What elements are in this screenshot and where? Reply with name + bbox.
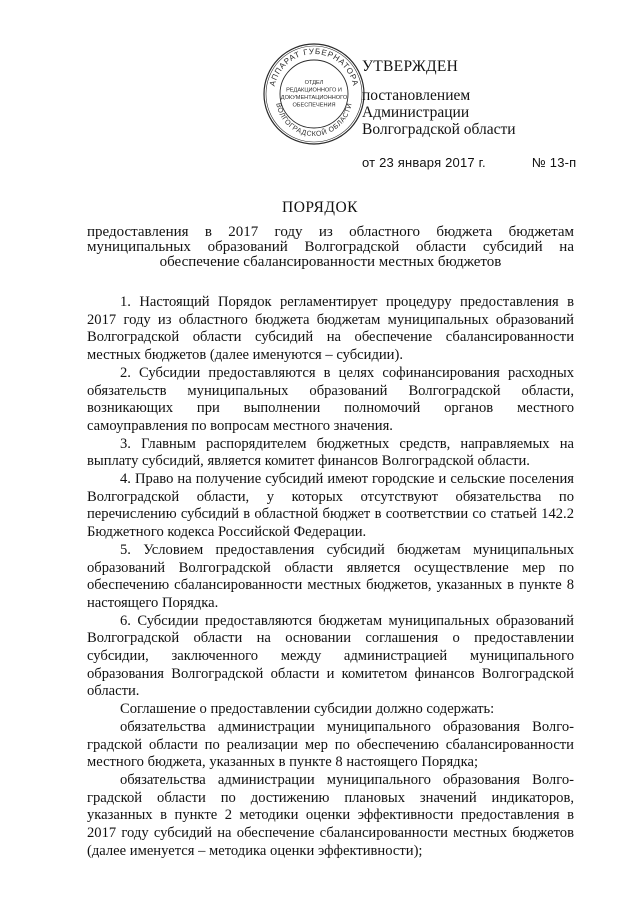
svg-text:ДОКУМЕНТАЦИОННОГО: ДОКУМЕНТАЦИОННОГО (280, 95, 348, 101)
paragraph-7: Соглашение о предоставлении субсидии должно содержать: (120, 701, 495, 718)
svg-text:ОТДЕЛ: ОТДЕЛ (304, 80, 324, 86)
paragraph-8: обязательства администрации муниципального образования Волго-градской области по реализации мер по обеспечению сбалансированности местного бюджета, указанных в пункте 8 настоящего Порядка; (87, 718, 574, 771)
approval-title: УТВЕРЖДЕН (362, 58, 459, 75)
approval-number: № 13-п (531, 155, 577, 170)
paragraph-6: 6. Субсидии предоставляются бюджетам муниципальных образований Волгоградской области на основании соглашения о предоставлении субсидии, заключенного между администрацией муниципального образования Волгоградской области и комитетом финансов Волгоградской области. (87, 612, 574, 700)
paragraph-3: 3. Главным распорядителем бюджетных средств, направляемых на выплату субсидий, является комитет финансов Волгоградской области. (87, 435, 574, 470)
paragraph-4: 4. Право на получение субсидий имеют городские и сельские поселения Волгоградской области, у которых отсутствуют обязательства по перечислению субсидий в областной бюджет в соответствии со статьей 142.2 Бюджетного кодекса Российской Федерации. (87, 471, 574, 541)
approval-line-2: Администрации (362, 104, 470, 121)
svg-text:ВОЛГОГРАДСКОЙ ОБЛАСТИ: ВОЛГОГРАДСКОЙ ОБЛАСТИ (274, 102, 354, 139)
paragraph-5: 5. Условием предоставления субсидий бюджетам муниципальных образований Волгоградской области является осуществление мер по обеспечению сбалансированности местных бюджетов, указанных в пункте 8 настоящего Порядка. (87, 541, 574, 611)
document-title: ПОРЯДОК (282, 199, 358, 216)
svg-text:АППАРАТ ГУБЕРНАТОРА: АППАРАТ ГУБЕРНАТОРА (267, 46, 361, 88)
approval-block (362, 58, 576, 171)
paragraph-9: обязательства администрации муниципального образования Волго-градской области по достижению плановых значений индикаторов, указанных в пункте 2 методики оценки эффективности предоставления в 2017 году субсидий на обеспечение сбалансированности местных бюджетов (далее именуется – методика оценки эффективности); (87, 771, 574, 859)
approval-date: от 23 января 2017 г. (362, 155, 486, 170)
approval-line-3: Волгоградской области (362, 121, 516, 138)
svg-text:РЕДАКЦИОННОГО И: РЕДАКЦИОННОГО И (286, 87, 342, 94)
official-stamp (262, 42, 366, 146)
document-body (87, 294, 574, 861)
approval-line-1: постановлением (362, 87, 471, 104)
paragraph-1: 1. Настоящий Порядок регламентирует процедуру предоставления в 2017 году из областного бюджета бюджетам муниципальных образований Волгоградской области субсидий на обеспечение сбалансированности местных бюджетов (далее именуются – субсидии). (87, 294, 574, 364)
approval-date-line (362, 154, 576, 171)
svg-text:ОБЕСПЕЧЕНИЯ: ОБЕСПЕЧЕНИЯ (292, 102, 336, 109)
document-subtitle: предоставления в 2017 году из областного бюджета бюджетам муниципальных образований Волгоградской области субсидий на обеспечение сбалансированности местных бюджетов (87, 224, 574, 270)
paragraph-2: 2. Субсидии предоставляются в целях софинансирования расходных обязательств муниципальных образований Волгоградской области, возникающих при выполнении полномочий органов местного самоуправления по вопросам местного значения. (87, 364, 574, 434)
